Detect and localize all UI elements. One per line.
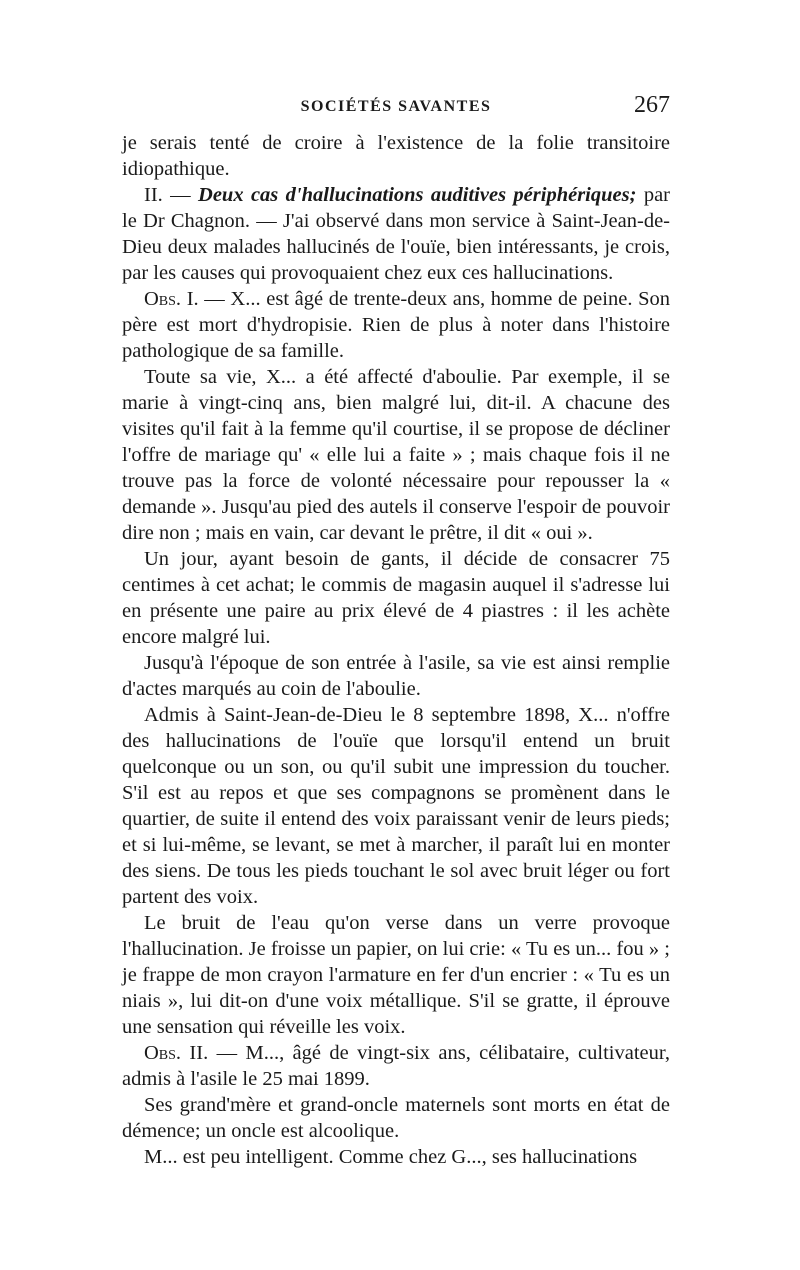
paragraph-10: Ses grand'mère et grand-oncle maternels sont morts en état de démence; un oncle est alcoolique. — [122, 1094, 670, 1142]
running-title: SOCIÉTÉS SAVANTES — [300, 98, 492, 115]
paragraph-9 — [122, 1040, 670, 1092]
page-header — [122, 92, 670, 120]
paragraph-1: je serais tenté de croire à l'existence de la folie transitoire idiopathique. — [122, 132, 670, 180]
body-text — [122, 130, 670, 1170]
paragraph-3 — [122, 286, 670, 364]
page-number: 267 — [634, 92, 670, 118]
paragraph-8: Le bruit de l'eau qu'on verse dans un verre provoque l'hallucination. Je froisse un papier, on lui crie: « Tu es un... fou » ; je frappe de mon crayon l'armature en fer d'un encrier : « Tu es un niais », lui dit-on d'une voix métallique. S'il se gratte, il éprouve une sensation qui réveille les voix. — [122, 912, 670, 1038]
paragraph-11: M... est peu intelligent. Comme chez G..., ses hallucinations — [144, 1146, 638, 1168]
paragraph-2-text: par le Dr Chagnon. — J'ai observé dans mon service à Saint-Jean-de-Dieu deux malades hallucinés de l'ouïe, bien intéressants, je crois, par les causes qui provoquaient chez eux ces hallucinations. — [122, 184, 670, 284]
section-number: II. — — [144, 184, 199, 206]
paragraph-2 — [122, 182, 670, 286]
observation-label: Obs. I. — [144, 288, 199, 310]
section-title: Deux cas d'hallucinations auditives périphériques; — [198, 184, 637, 206]
paragraph-6: Jusqu'à l'époque de son entrée à l'asile, sa vie est ainsi remplie d'actes marqués au coin de l'aboulie. — [122, 652, 670, 700]
paragraph-5: Un jour, ayant besoin de gants, il décide de consacrer 75 centimes à cet achat; le commis de magasin auquel il s'adresse lui en présente une paire au prix élevé de 4 piastres : il les achète encore malgré lui. — [122, 548, 670, 648]
paragraph-4: Toute sa vie, X... a été affecté d'aboulie. Par exemple, il se marie à vingt-cinq ans, bien malgré lui, dit-il. A chacune des visites qu'il fait à la femme qu'il courtise, il se propose de décliner l'offre de mariage qu' « elle lui a faite » ; mais chaque fois il ne trouve pas la force de volonté nécessaire pour repousser la « demande ». Jusqu'au pied des autels il conserve l'espoir de pouvoir dire non ; mais en vain, car devant le prêtre, il dit « oui ». — [122, 366, 670, 544]
paragraph-3-text: — X... est âgé de trente-deux ans, homme de peine. Son père est mort d'hydropisie. Rien de plus à noter dans l'histoire pathologique de sa famille. — [122, 288, 670, 362]
paragraph-9-text: — M..., âgé de vingt-six ans, célibataire, cultivateur, admis à l'asile le 25 mai 1899. — [122, 1042, 670, 1090]
paragraph-7: Admis à Saint-Jean-de-Dieu le 8 septembre 1898, X... n'offre des hallucinations de l'ouïe que lorsqu'il entend un bruit quelconque ou un son, ou qu'il subit une impression du toucher. S'il est au repos et que ses compagnons se promènent dans le quartier, de suite il entend des voix paraissant venir de leurs pieds; et si lui-même, se levant, se met à marcher, il paraît lui en monter des siens. De tous les pieds touchant le sol avec bruit léger ou fort partent des voix. — [122, 704, 670, 908]
observation-label: Obs. II. — [144, 1042, 209, 1064]
